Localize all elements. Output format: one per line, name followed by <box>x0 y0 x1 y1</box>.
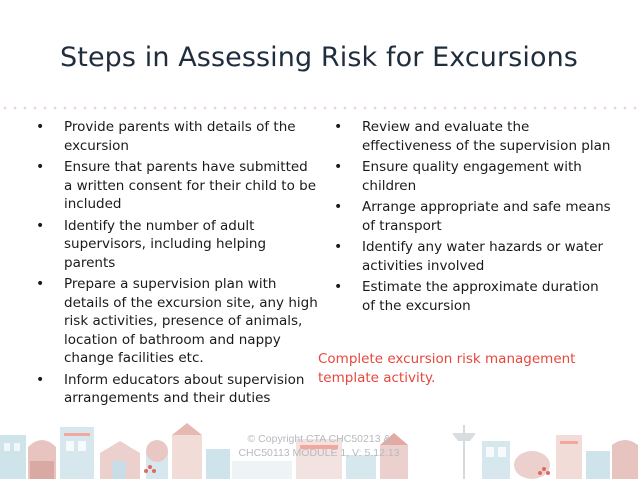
copyright-notice <box>0 432 638 460</box>
list-item: • Arrange appropriate and safe means of transport <box>334 198 612 235</box>
list-item: • Prepare a supervision plan with details of the excursion site, any high risk activities, presence of animals, location of bathroom and nappy change facilities etc. <box>36 275 320 368</box>
left-bullet-list <box>36 118 320 411</box>
copyright-line: CHC50113 MODULE 1, V: 5.12.13 <box>238 447 400 459</box>
list-item: • Identify any water hazards or water activities involved <box>334 238 612 275</box>
list-item: • Inform educators about supervision arrangements and their duties <box>36 371 320 408</box>
list-item: • Identify the number of adult supervisors, including helping parents <box>36 217 320 273</box>
right-bullet-list <box>334 118 612 318</box>
activity-note: Complete excursion risk management template activity. <box>318 351 576 386</box>
copyright-line: © Copyright CTA CHC50213 & <box>247 433 391 445</box>
list-item: • Ensure quality engagement with children <box>334 158 612 195</box>
list-item: • Ensure that parents have submitted a written consent for their child to be included <box>36 158 320 214</box>
dotted-divider <box>0 103 638 113</box>
slide-title: Steps in Assessing Risk for Excursions <box>60 42 578 73</box>
list-item: • Estimate the approximate duration of the excursion <box>334 278 612 315</box>
list-item: • Provide parents with details of the excursion <box>36 118 320 155</box>
list-item: • Review and evaluate the effectiveness of the supervision plan <box>334 118 612 155</box>
